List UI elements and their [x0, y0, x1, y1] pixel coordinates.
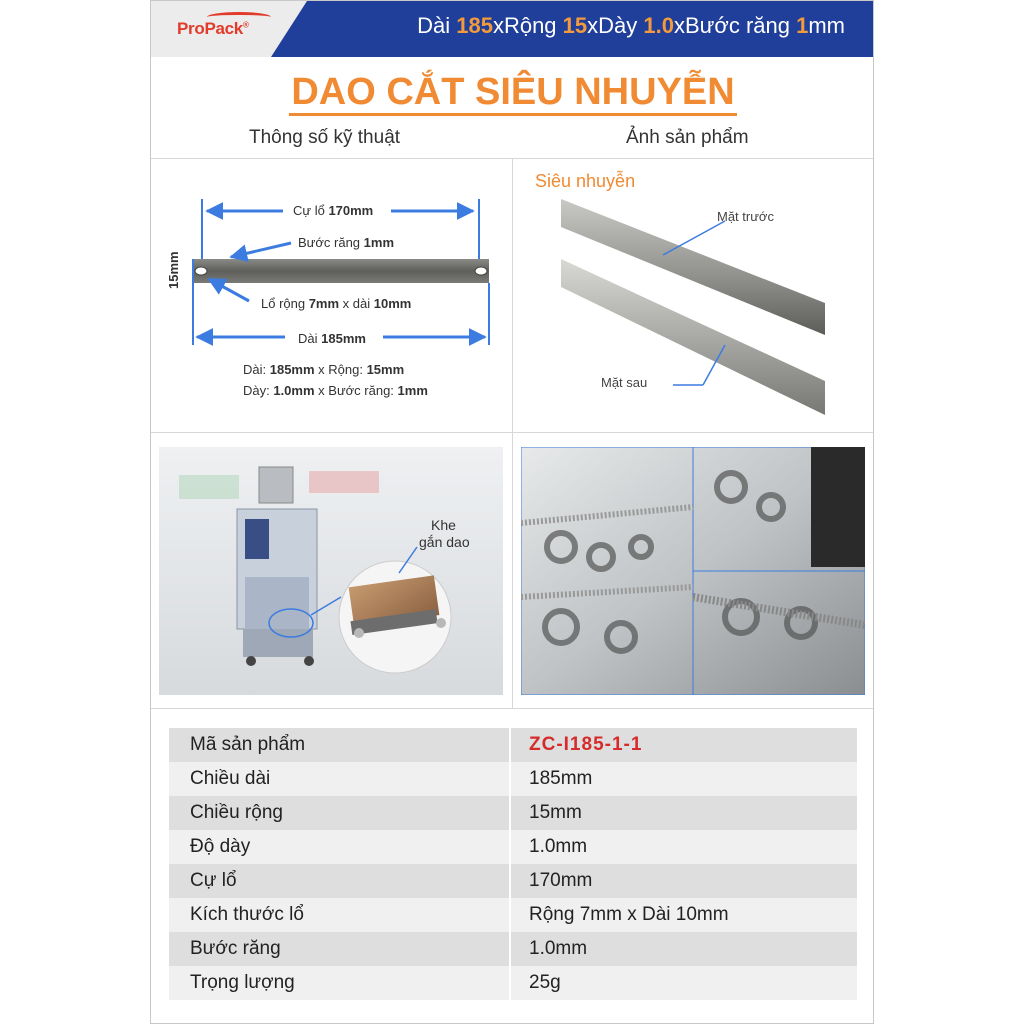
table-cell-value: 1.0mm	[511, 932, 857, 966]
header-spec-part: mm	[808, 13, 845, 38]
header-spec-part: 185	[456, 13, 493, 38]
summary-line-1: Dài: 185mm x Rộng: 15mm	[243, 362, 405, 377]
header-spec-part: Rộng	[503, 13, 563, 38]
back-face-label: Mặt sau	[601, 375, 648, 390]
table-row	[169, 864, 857, 898]
header-spec-part: 15	[562, 13, 588, 38]
table-cell-value: 1.0mm	[511, 830, 857, 864]
table-cell-key: Chiều dài	[169, 762, 509, 796]
table-cell-value: 15mm	[511, 796, 857, 830]
table-cell-key: Độ dày	[169, 830, 509, 864]
hole-right	[475, 267, 487, 275]
table-cell-key: Chiều rộng	[169, 796, 509, 830]
spec-sheet	[150, 0, 874, 1024]
blade-product-photo	[513, 159, 874, 431]
table-row	[169, 830, 857, 864]
header-spec-text	[417, 13, 845, 39]
summary-line-2: Dày: 1.0mm x Bước răng: 1mm	[243, 383, 428, 398]
table-cell-key: Cự lổ	[169, 864, 509, 898]
header-bar	[151, 1, 874, 57]
table-row	[169, 796, 857, 830]
table-row	[169, 898, 857, 932]
height-label: 15mm	[166, 251, 181, 289]
header-spec-part: 1.0	[643, 13, 674, 38]
header-spec-part: Dày	[598, 13, 644, 38]
knife-blade	[193, 259, 489, 283]
table-cell-key: Kích thước lổ	[169, 898, 509, 932]
table-cell-value: 170mm	[511, 864, 857, 898]
table-row	[169, 728, 857, 762]
spec-table	[169, 728, 857, 1000]
table-cell-value: Rộng 7mm x Dài 10mm	[511, 898, 857, 932]
pitch-label: Cự lổ 170mm	[293, 203, 374, 218]
header-spec-part: 1	[796, 13, 809, 38]
blade-back	[561, 259, 825, 415]
hole-left	[195, 267, 207, 275]
blade-front	[561, 199, 825, 335]
table-cell-key: Bước răng	[169, 932, 509, 966]
page-title: DAO CẮT SIÊU NHUYỄN	[151, 71, 874, 114]
product-code: ZC-I185-1-1	[511, 728, 857, 762]
hole-label: Lổ rộng 7mm x dài 10mm	[261, 296, 412, 311]
header-spec-part: Dài	[417, 13, 457, 38]
table-row	[169, 932, 857, 966]
subtitle-specs: Thông số kỹ thuật	[249, 127, 401, 148]
length-label: Dài 185mm	[298, 331, 366, 346]
fine-label: Siêu nhuyễn	[535, 171, 636, 191]
subtitle-photos: Ảnh sản phẩm	[626, 127, 749, 148]
tooth-label: Bước răng 1mm	[298, 235, 395, 250]
slot-callout-line2: gắn dao	[419, 534, 470, 550]
header-spec-part: x	[674, 13, 685, 38]
packing-machine-photo	[159, 447, 503, 695]
header-spec-part: Bước răng	[685, 13, 797, 38]
table-cell-key: Mã sản phẩm	[169, 728, 509, 762]
table-cell-value: 185mm	[511, 762, 857, 796]
slot-callout-line1: Khe	[431, 517, 456, 533]
table-cell-value: 25g	[511, 966, 857, 1000]
table-row	[169, 966, 857, 1000]
table-row	[169, 762, 857, 796]
header-spec-part: x	[587, 13, 599, 38]
header-spec-part: x	[492, 13, 504, 38]
seal-sample-photo	[521, 447, 865, 695]
front-face-label: Mặt trước	[717, 209, 774, 224]
brand-logo: ProPack®	[177, 19, 249, 39]
table-cell-key: Trọng lượng	[169, 966, 509, 1000]
